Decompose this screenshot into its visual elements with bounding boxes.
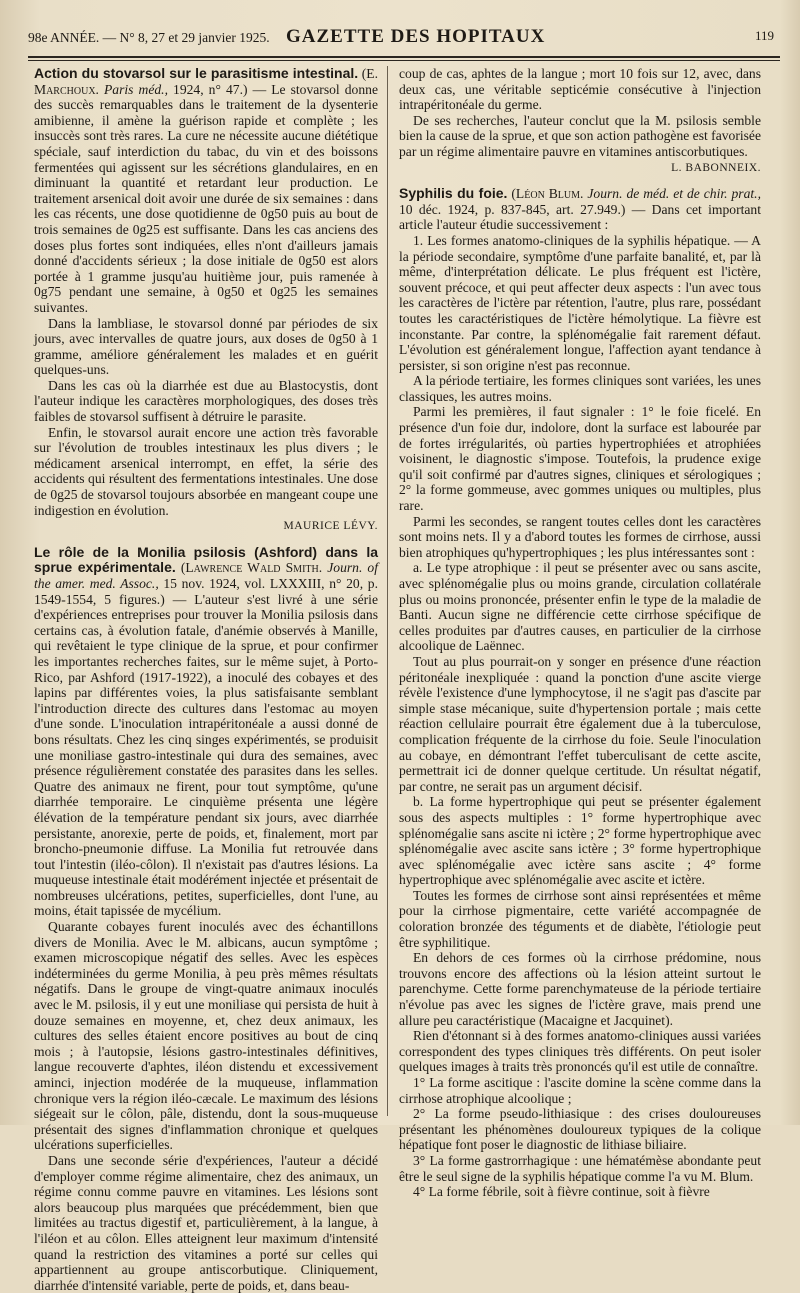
article-paragraph: Quarante cobayes furent inoculés avec des échantillons divers de Monilia. Avec le M. albicans, aucun symptôme ; examen microscopique négatif des selles. Avec les espèces indéterminées du germe Monilia, à peu près mêmes résultats négatifs. Dans le groupe de vingt-quatre animaux inoculés avec le M. psilosis, il y eut une moniliase qui persista de huit à douze semaines en moyenne, et, chez deux animaux, les cultures des selles étaient encore positives au bout de cinq mois ; à l'autopsie, lésions gastro-intestinales définitives, langue recouverte d'aphtes, iléon distendu et excessivement aminci, injection modérée de la muqueuse, inflammation chronique vers la région iléo-cæcale. Le maximum des lésions siégeait sur le côlon, pâle, distendu, dont la sous-muqueuse présentait des signes d'inflammation chronique et quelques ulcérations superficielles.: [34, 919, 378, 1153]
right-column: [399, 66, 761, 1200]
article-title: Le rôle de la Monilia psilosis (Ashford) dans la sprue expérimentale.: [34, 543, 378, 576]
article-monilia-head: [34, 545, 378, 919]
left-column: [34, 65, 379, 1293]
article-paragraph: a. Le type atrophique : il peut se présenter avec ou sans ascite, avec splénomégalie plus ou moins grande, circulation collatérale plus ou moins prononcée, présenter enfin le type de la maladie de Banti. Aucun signe ne différencie cette cirrhose spécifique de celles produites par d'autres causes, en particulier de la cirrhose alcoolique de Laënnec.: [399, 560, 761, 654]
issue-line: 98e ANNÉE. — N° 8, 27 et 29 janvier 1925.: [28, 30, 270, 45]
article-paragraph: 1. Les formes anatomo-cliniques de la syphilis hépatique. — A la période secondaire, symptôme d'une parfaite banalité, et, par là même, d'interprétation délicate. Le plus fréquent est l'ictère, souvent précoce, et qui peut affecter deux aspects : l'un avec tous les caractères de l'ictère par rétention, l'autre, plus rare, possédant toutes les caractéristiques de l'ictère hémolytique. La fièvre est inconstante. Par contre, la splénomégalie fait rarement défaut. L'évolution est généralement longue, l'affection ayant tendance à persister, si son origine n'est pas reconnue.: [399, 232, 761, 373]
article-paragraph: 2° La forme pseudo-lithiasique : des crises douloureuses présentant les phénomènes douloureux typiques de la colique hépatique font poser le diagnostic de lithiase biliaire.: [399, 1106, 761, 1153]
article-paragraph: — Dans cet important article l'auteur étudie successivement :: [399, 201, 761, 233]
page-header: [28, 26, 778, 52]
column-divider: [387, 66, 388, 1116]
article-paragraph: 1° La forme ascitique : l'ascite domine la scène comme dans la cirrhose atrophique alcoolique ;: [399, 1075, 761, 1106]
article-syphilis-head: [399, 186, 761, 233]
article-paragraph: Tout au plus pourrait-on y songer en présence d'une réaction péritonéale inexpliquée : quand la ponction d'une ascite vierge révèle l'existence d'une lymphocytose, il ne s'agit pas d'ascite par simple stase mécanique, suite d'hypertension portale ; mais cette réaction cellulaire pourrait être également due à la tuberculose, complication fréquente de la cirrhose du foie. Seule l'inoculation au cobaye, en démontrant l'effet tuberculisant de cette ascite, permettrait ici de donner quelque certitude. Un résultat négatif, par contre, ne serait pas un argument décisif.: [399, 653, 761, 794]
article-reference: 1924, n° 47.): [173, 81, 248, 97]
article-stovarsol-head: [34, 66, 378, 316]
article-paragraph: coup de cas, aphtes de la langue ; mort 10 fois sur 12, avec, dans deux cas, une véritable septicémie consécutive à l'injection intrapéritonéale du germe.: [399, 66, 761, 113]
article-signature: MAURICE LÉVY.: [283, 520, 378, 533]
article-author: (E. Marchoux.: [34, 66, 378, 97]
article-syphilis-foie: [399, 186, 761, 1200]
article-paragraph: — L'auteur s'est livré à une série d'expériences entreprises pour trouver la Monilia psilosis dans certains cas, à évolution fatale, d'anémie observés à Manille, qui revêtaient le type clinique de la sprue, et pour confirmer les importantes recherches faites, sur le même sujet, à Porto-Rico, par Ashford (1917-1922), a inoculé des cobayes et des lapins par différentes voies, la plus satisfaisante semblant l'introduction directe des cultures dans l'estomac au moyen d'une sonde. L'inoculation intrapéritonéale a aussi donné de bons résultats. Chez les cinq singes expérimentés, se produisit une moniliase gastro-intestinale qui dura des semaines, avec présence régulièrement constatée des parasites dans les selles. Quatre des animaux ne firent, pour tout symptôme, qu'une diarrhée temporaire. Le cinquième présenta une légère élévation de la température pendant six jours, avec diarrhée persistante, anorexie, perte de poids, et, finalement, mort par broncho-pneumonie diffuse. La Monilia fut retrouvée dans tout l'intestin (iléo-côlon). Il n'existait pas d'autres lésions. La muqueuse intestinale était modérément injectée et présentait de nombreuses ulcérations, petites, superficielles, dont l'une, au moins, était tapissée de mycélium.: [34, 591, 378, 919]
article-author: (Lawrence Wald Smith.: [180, 560, 323, 576]
article-monilia: [34, 545, 378, 1293]
article-paragraph: En dehors de ces formes où la cirrhose prédomine, nous trouvons encore des affections où la lésion atteint surtout le parenchyme. Cette forme parenchymateuse de la période tertiaire n'évolue pas avec les signes de l'ictère grave, mais prend une allure peu caractéristique (Macaigne et Jacquinet).: [399, 950, 761, 1028]
page-number: 119: [754, 28, 774, 43]
article-journal: Journ. of the amer. med. Assoc.,: [34, 560, 379, 591]
article-author: (Léon Blum.: [511, 186, 584, 202]
article-signature: L. BABONNEIX.: [671, 161, 761, 174]
article-journal: Journ. de méd. et de chir. prat.,: [587, 186, 761, 202]
article-paragraph: Parmi les premières, il faut signaler : 1° le foie ficelé. En présence d'un foie dur, indolore, dont la surface est labourée par de fortes irrégularités, où parties hypertrophiées et atrophiées voisinent, le diagnostic s'impose. Toutefois, la prudence exige qu'il soit confirmé par d'autres signes, cliniques et sérologiques ; 2° la forme gommeuse, avec gommes uniques ou multiples, plus rare.: [399, 404, 761, 514]
article-paragraph: A la période tertiaire, les formes cliniques sont variées, les unes classiques, les autres moins.: [399, 373, 761, 404]
article-paragraph: 4° La forme fébrile, soit à fièvre continue, soit à fièvre: [413, 1184, 710, 1200]
article-paragraph: Dans les cas où la diarrhée est due au Blastocystis, dont l'auteur indique les caractères morphologiques, des doses très faibles de stovarsol suffisent à détruire le parasite.: [34, 377, 378, 425]
article-paragraph: Rien d'étonnant si à des formes anatomo-cliniques aussi variées correspondent des types cliniques très différents. On peut isoler quelques images à traits très prononcés qu'il est utile de connaître.: [399, 1028, 761, 1075]
article-stovarsol: [34, 66, 378, 535]
header-rule-thick: [28, 56, 780, 58]
article-paragraph: De ses recherches, l'auteur conclut que la M. psilosis semble bien la cause de la sprue, et que son action pathogène est favorisée par un régime alimentaire pauvre en vitamines antiscorbutiques.: [399, 112, 761, 159]
article-title: Syphilis du foie.: [399, 185, 508, 202]
article-paragraph: b. La forme hypertrophique qui peut se présenter également sous des aspects multiples : 1° forme hypertrophique avec splénomégalie sans ascite ni ictère ; 2° forme hypertrophique avec splénomégalie avec ascite sans ictère ; 3° forme hypertrophique avec splénomégalie avec ictère sans ascite ; 4° forme hypertrophique avec splénomégalie avec ascite et ictère.: [399, 794, 761, 888]
article-paragraph: 3° La forme gastrorrhagique : une hématémèse abondante peut être le seul signe de la syphilis hépatique comme l'a vu M. Blum.: [399, 1152, 761, 1184]
article-reference: 15 nov. 1924, vol. LXXXIII, n° 20, p. 1549-1554, 5 figures.): [34, 576, 378, 607]
article-monilia-continued: [399, 66, 761, 176]
article-reference: 10 déc. 1924, p. 837-845, art. 27.949.): [399, 201, 626, 217]
article-paragraph: — Le stovarsol donne des succès remarquables dans le traitement de la dysenterie amibienne, il amène la guérison rapide et complète ; les insuccès sont très rares. La cure ne nécessite aucune diététique spéciale, sauf interdiction du tabac, du vin et des boissons fermentées qui agissent sur les sécrétions glandulaires, en en diminuant la quantité et retardant leur production. Le traitement arsenical doit avoir une durée de six semaines : dans les cas récents, une dose quotidienne de 0g50 puis au bout de trois semaines de 0g25 est suffisante. Dans les cas anciens des doses plus fortes sont indiquées, elles n'ont d'ailleurs jamais donné d'accidents sérieux ; la dose initiale de 0g50 est alors portée à 1 gramme jusqu'au huitième jour, puis ramenée à 0g75 pendant une semaine, à 0g50 et 0g25 les semaines suivantes.: [34, 81, 378, 315]
journal-title: GAZETTE DES HOPITAUX: [286, 26, 546, 47]
article-paragraph: Dans la lambliase, le stovarsol donné par périodes de six jours, avec intervalles de quatre jours, aux doses de 0g50 à 1 gramme, améliore généralement les malades et en guérit quelques-uns.: [34, 315, 378, 378]
article-paragraph: Dans une seconde série d'expériences, l'auteur a décidé d'employer comme régime alimentaire, chez des animaux, un régime connu comme pauvre en vitamines. Les lésions sont alors beaucoup plus marquées que précédemment, bien que limitées au tractus digestif et, particulièrement, à la langue, à l'iléon et au côlon. Elles atteignent leur maximum d'intensité quand la restriction des vitamines a porté sur celles qui appartiennent au groupe antiscorbutique. Cliniquement, diarrhée d'intensité variable, perte de poids, et, dans beau-: [34, 1152, 378, 1293]
article-paragraph: Toutes les formes de cirrhose sont ainsi représentées et même pour la cirrhose pigmentaire, cette variété accompagnée de coloration bronzée des téguments et de diabète, l'étiologie peut être syphilitique.: [399, 887, 761, 950]
article-journal: Paris méd.,: [104, 81, 168, 97]
header-rule-thin: [28, 60, 780, 61]
article-title: Action du stovarsol sur le parasitisme intestinal.: [34, 65, 359, 81]
article-paragraph: Enfin, le stovarsol aurait encore une action très favorable sur l'évolution de troubles intestinaux les plus divers ; le médicament arsenical interrompt, en effet, la série des accidents qui résultent des fermentations intestinales. Une dose de 0g25 de stovarsol toujours absorbée en mangeant coupe une indigestion en évolution.: [34, 424, 378, 518]
article-paragraph: Parmi les secondes, se rangent toutes celles dont les caractères sont moins nets. Il y a d'abord toutes les formes de cirrhose, aussi bien atrophiques qu'hypertrophiques ; les plus intéressantes sont :: [399, 513, 761, 560]
